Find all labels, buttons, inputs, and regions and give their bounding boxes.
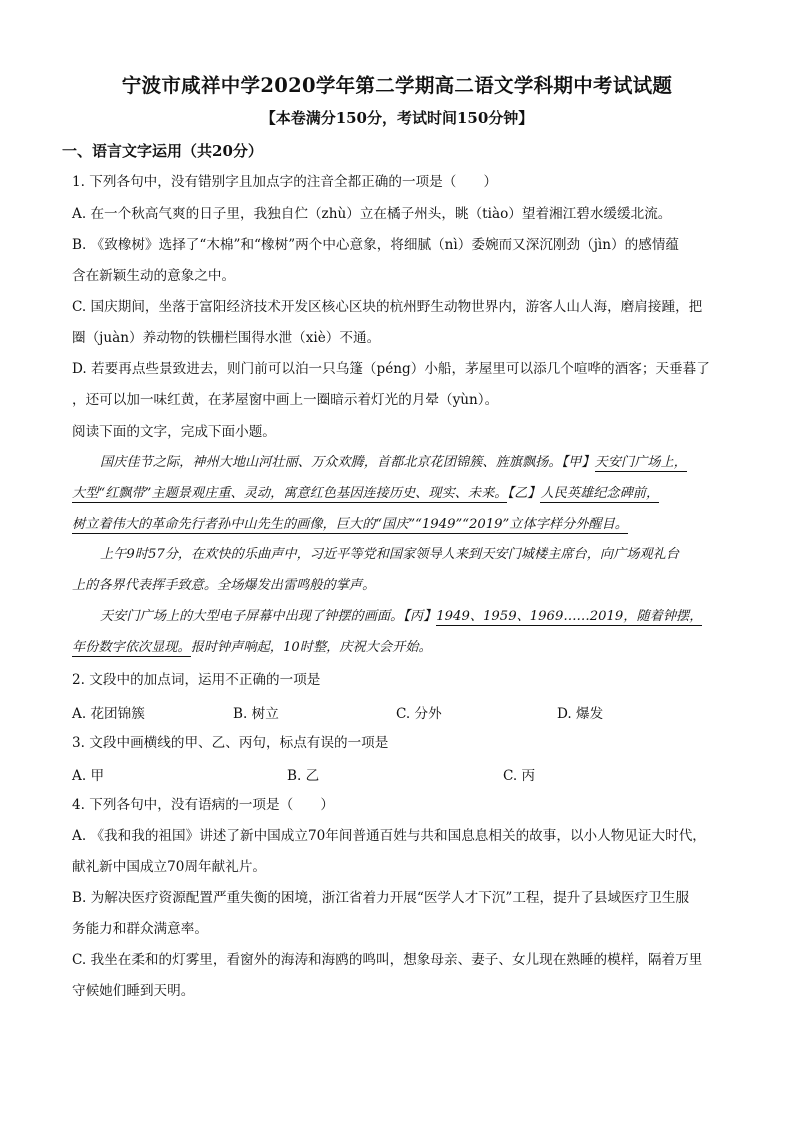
passage-line xyxy=(72,484,659,504)
question-3-option-b: B. 乙 xyxy=(287,768,320,784)
question-4-option-b: B. 为解决医疗资源配置严重失衡的困境，浙江省着力开展“医学人才下沉”工程，提升了县域医疗卫生服 xyxy=(72,890,690,906)
question-4-option-c: C. 我坐在柔和的灯雾里，看窗外的海涛和海鸥的鸣叫，想象母亲、妻子、女儿现在熟睡的模样，隔着万里 xyxy=(72,952,703,968)
passage-underline-bing: 1949、1959、1969……2019，随着钟摆， xyxy=(436,609,703,624)
question-4-option-b-cont: 务能力和群众满意率。 xyxy=(72,921,208,937)
question-1-option-c: C. 国庆期间，坐落于富阳经济技术开发区核心区块的杭州野生动物世界内，游客人山人海，磨肩接踵，把 xyxy=(72,299,703,315)
question-2-option-b: B. 树立 xyxy=(233,706,279,722)
passage-line xyxy=(100,453,687,473)
question-4-option-c-cont: 守候她们睡到天明。 xyxy=(72,983,195,999)
question-3-option-c: C. 丙 xyxy=(503,768,536,784)
question-3-option-a: A. 甲 xyxy=(72,768,105,784)
question-4-option-a-cont: 献礼新中国成立70周年献礼片。 xyxy=(72,859,267,875)
passage-text: 报时钟声响起，10时整，庆祝大会开始。 xyxy=(190,640,432,655)
question-4-option-a: A. 《我和我的祖国》讲述了新中国成立70年间普通百姓与共和国息息相关的故事，以小人物见证大时代， xyxy=(72,828,706,844)
passage-line xyxy=(100,607,702,627)
passage-underline-jia: 天安门广场上， xyxy=(594,455,687,470)
question-2-option-a: A. 花团锦簇 xyxy=(72,706,145,722)
reading-instruction: 阅读下面的文字，完成下面小题。 xyxy=(72,424,276,440)
question-4-stem: 4. 下列各句中，没有语病的一项是（ ） xyxy=(72,797,334,813)
passage-text: 天安门广场上的大型电子屏幕中出现了钟摆的画面。【丙】 xyxy=(100,609,437,624)
passage-underline-jia: 大型“红飘带”主题景观庄重、灵动，寓意红色基因连接历史、现实、未来。 xyxy=(72,486,508,501)
section-heading: 一、语言文字运用（共20分） xyxy=(62,142,263,160)
passage-text: 国庆佳节之际，神州大地山河壮丽、万众欢腾，首都北京花团锦簇、旌旗飘扬。【甲】 xyxy=(100,455,595,470)
passage-line xyxy=(72,515,628,535)
passage-underline-yi: 人民英雄纪念碑前， xyxy=(540,486,660,501)
question-1-stem: 1. 下列各句中，没有错别字且加点字的注音全都正确的一项是（ ） xyxy=(72,174,498,190)
question-1-option-b-cont: 含在新颖生动的意象之中。 xyxy=(72,268,236,284)
question-1-option-b: B. 《致橡树》选择了“木棉”和“橡树”两个中心意象，将细腻（nì）委婉而又深沉刚劲（jìn）的感情蕴 xyxy=(72,237,680,253)
passage-underline-bing: 年份数字依次显现。 xyxy=(72,640,191,655)
question-2-stem: 2. 文段中的加点词，运用不正确的一项是 xyxy=(72,672,321,688)
passage-line: 上的各界代表挥手致意。全场爆发出雷鸣般的掌声。 xyxy=(72,578,376,593)
question-2-option-d: D. 爆发 xyxy=(557,706,604,722)
question-2-option-c: C. 分外 xyxy=(396,706,442,722)
question-1-option-d-cont: ，还可以加一味红黄，在茅屋窗中画上一圈暗示着灯光的月晕（yùn）。 xyxy=(72,392,499,408)
passage-underline-yi: 树立着伟大的革命先行者孙中山先生的画像，巨大的“国庆”“1949”“2019”立体字样分外醒目。 xyxy=(72,517,628,532)
question-1-option-d: D. 若要再点些景致进去，则门前可以泊一只乌篷（péng）小船，茅屋里可以添几个喧哗的酒客；天垂暮了 xyxy=(72,361,710,377)
exam-info: 【本卷满分150分，考试时间150分钟】 xyxy=(260,109,534,127)
passage-line: 上午9时57分，在欢快的乐曲声中，习近平等党和国家领导人来到天安门城楼主席台，向广场观礼台 xyxy=(100,547,680,562)
question-3-stem: 3. 文段中画横线的甲、乙、丙句，标点有误的一项是 xyxy=(72,735,389,751)
page-title: 宁波市咸祥中学2020学年第二学期高二语文学科期中考试试题 xyxy=(121,74,673,97)
question-1-option-a: A. 在一个秋高气爽的日子里，我独自伫（zhù）立在橘子州头，眺（tiào）望着湘江碧水缓缓北流。 xyxy=(72,206,672,222)
passage-line xyxy=(72,638,432,658)
question-1-option-c-cont: 圈（juàn）养动物的铁栅栏围得水泄（xiè）不通。 xyxy=(72,330,381,346)
passage-text: 【乙】 xyxy=(507,486,541,501)
